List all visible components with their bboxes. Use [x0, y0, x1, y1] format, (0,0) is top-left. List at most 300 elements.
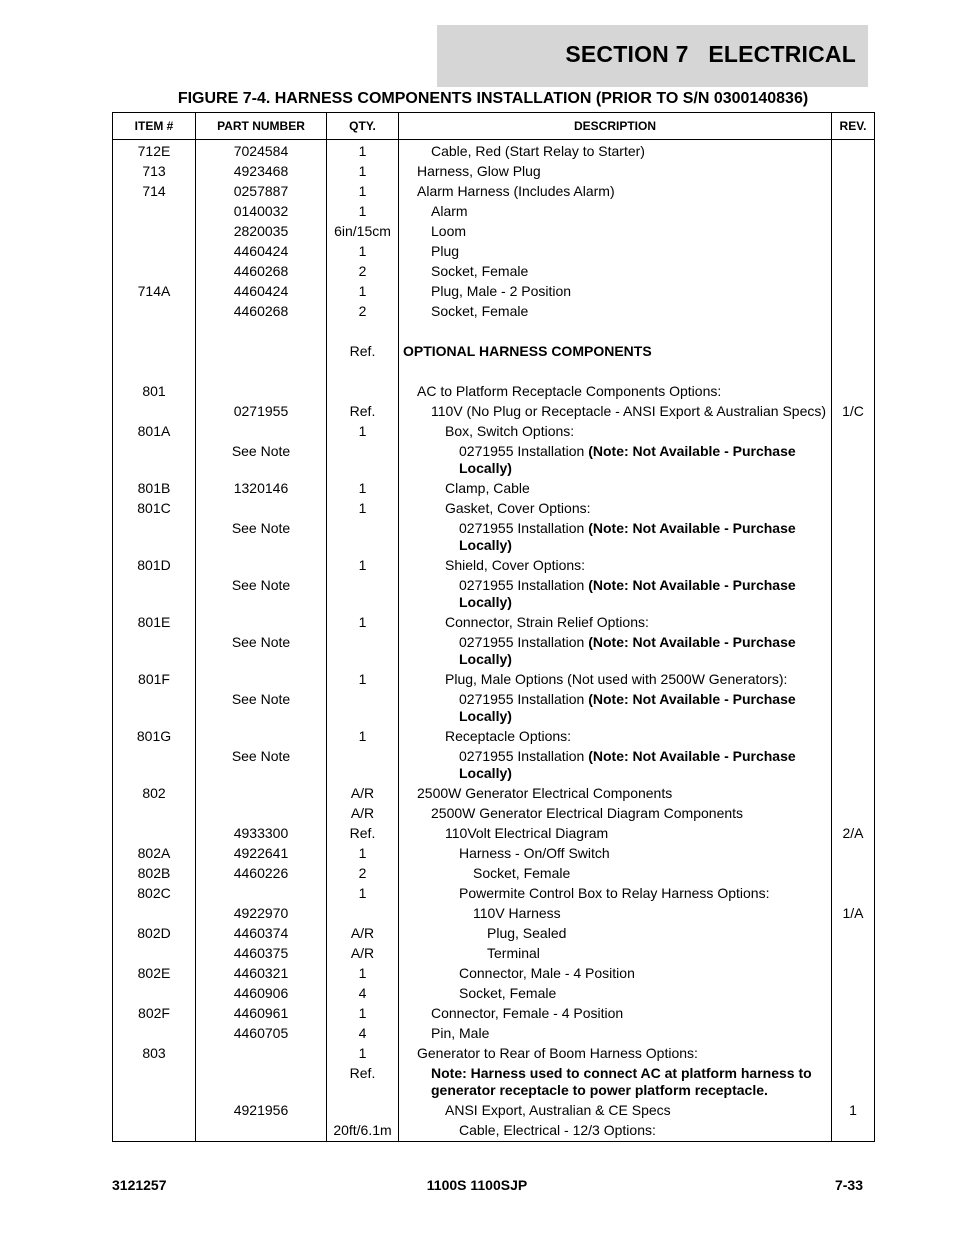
description-cell: [399, 140, 832, 162]
part-number-cell: See Note: [196, 576, 327, 613]
description-text: Alarm: [431, 203, 468, 219]
description-cell: [399, 824, 832, 844]
description-cell: [399, 1064, 832, 1101]
revision-cell: 1: [832, 1101, 875, 1121]
description-cell: [399, 222, 832, 242]
table-row: [113, 262, 875, 282]
item-number-cell: 714: [113, 182, 196, 202]
item-number-cell: [113, 804, 196, 824]
description-text: Generator to Rear of Boom Harness Options:: [417, 1045, 698, 1061]
revision-cell: [832, 984, 875, 1004]
blank-cell: [399, 362, 832, 382]
part-number-cell: [196, 670, 327, 690]
quantity-cell: [327, 690, 399, 727]
description-text: Box, Switch Options:: [445, 423, 575, 439]
item-number-cell: 801B: [113, 479, 196, 499]
part-number-cell: See Note: [196, 690, 327, 727]
blank-cell: [832, 322, 875, 342]
item-number-cell: [113, 824, 196, 844]
quantity-cell: [327, 904, 399, 924]
part-number-cell: [196, 342, 327, 362]
description-text: 0271955 Installation: [459, 748, 589, 764]
table-row: [113, 182, 875, 202]
part-number-cell: 4460375: [196, 944, 327, 964]
table-row: [113, 747, 875, 784]
part-number-cell: [196, 499, 327, 519]
section-title: SECTION 7 ELECTRICAL: [565, 41, 856, 67]
item-number-cell: 802D: [113, 924, 196, 944]
quantity-cell: 1: [327, 499, 399, 519]
description-cell: [399, 864, 832, 884]
quantity-cell: [327, 382, 399, 402]
quantity-cell: A/R: [327, 944, 399, 964]
quantity-cell: [327, 633, 399, 670]
part-number-cell: See Note: [196, 633, 327, 670]
quantity-cell: [327, 747, 399, 784]
item-number-cell: 802: [113, 784, 196, 804]
description-note: (Note: Not Available - Purchase Locally): [459, 691, 796, 724]
part-number-cell: 0257887: [196, 182, 327, 202]
footer-model: 1100S 1100SJP: [426, 1177, 528, 1193]
quantity-cell: 1: [327, 1044, 399, 1064]
revision-cell: [832, 1004, 875, 1024]
part-number-cell: 4460268: [196, 262, 327, 282]
part-number-cell: 0271955: [196, 402, 327, 422]
revision-cell: [832, 222, 875, 242]
part-number-cell: See Note: [196, 519, 327, 556]
description-cell: [399, 613, 832, 633]
quantity-cell: 2: [327, 302, 399, 322]
blank-row: [113, 362, 875, 382]
table-row: [113, 884, 875, 904]
description-note: OPTIONAL HARNESS COMPONENTS: [403, 343, 652, 359]
quantity-cell: A/R: [327, 784, 399, 804]
item-number-cell: 802C: [113, 884, 196, 904]
description-text: Shield, Cover Options:: [445, 557, 586, 573]
quantity-cell: 1: [327, 202, 399, 222]
revision-cell: [832, 690, 875, 727]
item-number-cell: 802B: [113, 864, 196, 884]
description-cell: [399, 182, 832, 202]
revision-cell: [832, 784, 875, 804]
item-number-cell: 801D: [113, 556, 196, 576]
table-row: [113, 242, 875, 262]
description-text: 2500W Generator Electrical Diagram Components: [431, 805, 744, 821]
description-cell: [399, 844, 832, 864]
item-number-cell: 801G: [113, 727, 196, 747]
revision-cell: 2/A: [832, 824, 875, 844]
description-cell: [399, 442, 832, 479]
revision-cell: 1/C: [832, 402, 875, 422]
quantity-cell: 1: [327, 422, 399, 442]
description-text: 0271955 Installation: [459, 520, 589, 536]
revision-cell: [832, 182, 875, 202]
part-number-cell: 4460705: [196, 1024, 327, 1044]
part-number-cell: 4460961: [196, 1004, 327, 1024]
revision-cell: [832, 884, 875, 904]
revision-cell: [832, 499, 875, 519]
revision-cell: [832, 479, 875, 499]
item-number-cell: [113, 576, 196, 613]
part-number-cell: 4460374: [196, 924, 327, 944]
description-cell: [399, 402, 832, 422]
description-text: Socket, Female: [431, 263, 529, 279]
item-number-cell: 802E: [113, 964, 196, 984]
description-text: Connector, Male - 4 Position: [459, 965, 635, 981]
quantity-cell: 1: [327, 727, 399, 747]
part-number-cell: [196, 556, 327, 576]
quantity-cell: 1: [327, 1004, 399, 1024]
description-text: Harness - On/Off Switch: [459, 845, 610, 861]
description-text: Socket, Female: [473, 865, 571, 881]
table-row: [113, 784, 875, 804]
revision-cell: [832, 1064, 875, 1101]
item-number-cell: 802A: [113, 844, 196, 864]
footer-doc-number: 3121257: [112, 1177, 167, 1193]
description-cell: [399, 576, 832, 613]
quantity-cell: 1: [327, 964, 399, 984]
part-number-cell: [196, 784, 327, 804]
blank-row: [113, 322, 875, 342]
item-number-cell: 802F: [113, 1004, 196, 1024]
revision-cell: [832, 162, 875, 182]
table-row: [113, 1024, 875, 1044]
section-header: [437, 25, 868, 87]
table-row: [113, 924, 875, 944]
table-row: [113, 1044, 875, 1064]
quantity-cell: 6in/15cm: [327, 222, 399, 242]
description-cell: [399, 242, 832, 262]
item-number-cell: 801F: [113, 670, 196, 690]
table-row: [113, 576, 875, 613]
revision-cell: 1/A: [832, 904, 875, 924]
quantity-cell: 1: [327, 479, 399, 499]
description-cell: [399, 804, 832, 824]
part-number-cell: [196, 422, 327, 442]
table-row: [113, 1121, 875, 1142]
revision-cell: [832, 747, 875, 784]
description-cell: [399, 422, 832, 442]
table-row: [113, 556, 875, 576]
part-number-cell: 0140032: [196, 202, 327, 222]
description-text: Gasket, Cover Options:: [445, 500, 591, 516]
blank-cell: [327, 362, 399, 382]
description-cell: [399, 904, 832, 924]
table-row: [113, 479, 875, 499]
description-text: Plug, Male - 2 Position: [431, 283, 572, 299]
quantity-cell: 20ft/6.1m: [327, 1121, 399, 1142]
description-text: Loom: [431, 223, 467, 239]
revision-cell: [832, 282, 875, 302]
revision-cell: [832, 576, 875, 613]
item-number-cell: [113, 944, 196, 964]
revision-cell: [832, 804, 875, 824]
table-row: [113, 844, 875, 864]
item-number-cell: [113, 342, 196, 362]
item-number-cell: [113, 747, 196, 784]
table-row: [113, 442, 875, 479]
revision-cell: [832, 442, 875, 479]
quantity-cell: 1: [327, 282, 399, 302]
description-cell: [399, 884, 832, 904]
revision-cell: [832, 944, 875, 964]
description-text: 0271955 Installation: [459, 634, 589, 650]
blank-cell: [832, 362, 875, 382]
col-header-description: DESCRIPTION: [399, 113, 832, 140]
part-number-cell: 7024584: [196, 140, 327, 162]
description-cell: [399, 479, 832, 499]
description-cell: [399, 282, 832, 302]
quantity-cell: 1: [327, 242, 399, 262]
description-cell: [399, 633, 832, 670]
part-number-cell: 1320146: [196, 479, 327, 499]
item-number-cell: [113, 633, 196, 670]
description-cell: [399, 302, 832, 322]
description-text: Terminal: [487, 945, 540, 961]
revision-cell: [832, 1024, 875, 1044]
description-text: Socket, Female: [431, 303, 529, 319]
table-row: [113, 613, 875, 633]
revision-cell: [832, 1044, 875, 1064]
quantity-cell: Ref.: [327, 824, 399, 844]
description-note: (Note: Not Available - Purchase Locally): [459, 520, 796, 553]
description-cell: [399, 262, 832, 282]
table-row: [113, 964, 875, 984]
table-row: [113, 202, 875, 222]
description-text: Connector, Female - 4 Position: [431, 1005, 624, 1021]
col-header-part-number: PART NUMBER: [196, 113, 327, 140]
quantity-cell: [327, 442, 399, 479]
description-cell: [399, 964, 832, 984]
revision-cell: [832, 302, 875, 322]
blank-cell: [113, 362, 196, 382]
description-cell: [399, 1024, 832, 1044]
quantity-cell: 1: [327, 670, 399, 690]
description-cell: [399, 556, 832, 576]
description-note: (Note: Not Available - Purchase Locally): [459, 748, 796, 781]
table-row: [113, 904, 875, 924]
description-note: (Note: Not Available - Purchase Locally): [459, 634, 796, 667]
table-row: [113, 140, 875, 162]
description-text: 0271955 Installation: [459, 443, 589, 459]
description-text: 110V Harness: [473, 905, 561, 921]
part-number-cell: 4460424: [196, 242, 327, 262]
revision-cell: [832, 670, 875, 690]
table-row: [113, 302, 875, 322]
part-number-cell: See Note: [196, 747, 327, 784]
revision-cell: [832, 1121, 875, 1142]
revision-cell: [832, 422, 875, 442]
blank-cell: [399, 322, 832, 342]
revision-cell: [832, 556, 875, 576]
table-row: [113, 804, 875, 824]
description-text: Receptacle Options:: [445, 728, 572, 744]
table-row: [113, 422, 875, 442]
item-number-cell: 801A: [113, 422, 196, 442]
item-number-cell: [113, 1024, 196, 1044]
table-row: [113, 222, 875, 242]
item-number-cell: 713: [113, 162, 196, 182]
description-text: 2500W Generator Electrical Components: [417, 785, 673, 801]
description-cell: [399, 944, 832, 964]
revision-cell: [832, 519, 875, 556]
quantity-cell: 4: [327, 984, 399, 1004]
quantity-cell: 1: [327, 884, 399, 904]
part-number-cell: See Note: [196, 442, 327, 479]
description-cell: [399, 342, 832, 362]
part-number-cell: [196, 1121, 327, 1142]
parts-table: [112, 112, 875, 1142]
item-number-cell: [113, 904, 196, 924]
table-row: [113, 633, 875, 670]
quantity-cell: 1: [327, 140, 399, 162]
part-number-cell: 4460424: [196, 282, 327, 302]
description-text: Cable, Electrical - 12/3 Options:: [459, 1122, 656, 1138]
table-row: [113, 984, 875, 1004]
revision-cell: [832, 924, 875, 944]
item-number-cell: [113, 442, 196, 479]
revision-cell: [832, 242, 875, 262]
item-number-cell: [113, 222, 196, 242]
table-row: [113, 402, 875, 422]
revision-cell: [832, 964, 875, 984]
description-cell: [399, 670, 832, 690]
description-cell: [399, 747, 832, 784]
quantity-cell: 1: [327, 162, 399, 182]
quantity-cell: 1: [327, 613, 399, 633]
revision-cell: [832, 633, 875, 670]
table-row: [113, 282, 875, 302]
part-number-cell: 4922970: [196, 904, 327, 924]
quantity-cell: 2: [327, 262, 399, 282]
item-number-cell: [113, 302, 196, 322]
table-row: [113, 670, 875, 690]
quantity-cell: [327, 1101, 399, 1121]
item-number-cell: [113, 984, 196, 1004]
description-note: Note: Harness used to connect AC at platform harness to generator receptacle to power platform receptacle.: [431, 1065, 812, 1098]
description-cell: [399, 162, 832, 182]
revision-cell: [832, 140, 875, 162]
part-number-cell: 4933300: [196, 824, 327, 844]
description-text: Socket, Female: [459, 985, 557, 1001]
item-number-cell: 803: [113, 1044, 196, 1064]
blank-cell: [196, 362, 327, 382]
part-number-cell: 4923468: [196, 162, 327, 182]
revision-cell: [832, 342, 875, 362]
description-text: Clamp, Cable: [445, 480, 530, 496]
quantity-cell: A/R: [327, 924, 399, 944]
item-number-cell: 712E: [113, 140, 196, 162]
description-note: (Note: Not Available - Purchase Locally): [459, 443, 796, 476]
quantity-cell: A/R: [327, 804, 399, 824]
quantity-cell: [327, 519, 399, 556]
revision-cell: [832, 864, 875, 884]
item-number-cell: [113, 519, 196, 556]
item-number-cell: [113, 1121, 196, 1142]
revision-cell: [832, 382, 875, 402]
table-row: [113, 519, 875, 556]
item-number-cell: 801E: [113, 613, 196, 633]
table-row: [113, 342, 875, 362]
description-text: Connector, Strain Relief Options:: [445, 614, 649, 630]
table-row: [113, 499, 875, 519]
part-number-cell: [196, 1064, 327, 1101]
description-cell: [399, 382, 832, 402]
figure-title: FIGURE 7-4. HARNESS COMPONENTS INSTALLATION (PRIOR TO S/N 0300140836): [177, 90, 809, 107]
revision-cell: [832, 202, 875, 222]
description-text: 110V (No Plug or Receptacle - ANSI Export & Australian Specs): [431, 403, 827, 419]
part-number-cell: 4922641: [196, 844, 327, 864]
description-text: Pin, Male: [431, 1025, 490, 1041]
revision-cell: [832, 613, 875, 633]
item-number-cell: [113, 242, 196, 262]
table-row: [113, 690, 875, 727]
description-cell: [399, 1004, 832, 1024]
part-number-cell: [196, 382, 327, 402]
quantity-cell: 1: [327, 844, 399, 864]
quantity-cell: 1: [327, 556, 399, 576]
quantity-cell: [327, 576, 399, 613]
part-number-cell: 2820035: [196, 222, 327, 242]
quantity-cell: 1: [327, 182, 399, 202]
description-cell: [399, 690, 832, 727]
part-number-cell: 4460906: [196, 984, 327, 1004]
table-row: [113, 864, 875, 884]
part-number-cell: 4460268: [196, 302, 327, 322]
footer-page-number: 7-33: [834, 1177, 863, 1193]
part-number-cell: [196, 727, 327, 747]
item-number-cell: [113, 690, 196, 727]
description-note: (Note: Not Available - Purchase Locally): [459, 577, 796, 610]
table-row: [113, 944, 875, 964]
description-text: Plug: [431, 243, 460, 259]
part-number-cell: [196, 613, 327, 633]
part-number-cell: 4460226: [196, 864, 327, 884]
item-number-cell: [113, 1064, 196, 1101]
description-text: AC to Platform Receptacle Components Options:: [417, 383, 722, 399]
table-row: [113, 727, 875, 747]
part-number-cell: [196, 884, 327, 904]
revision-cell: [832, 262, 875, 282]
part-number-cell: [196, 1044, 327, 1064]
quantity-cell: Ref.: [327, 402, 399, 422]
description-text: Cable, Red (Start Relay to Starter): [431, 143, 645, 159]
description-text: Plug, Sealed: [487, 925, 567, 941]
item-number-cell: [113, 202, 196, 222]
blank-cell: [113, 322, 196, 342]
item-number-cell: [113, 262, 196, 282]
description-cell: [399, 519, 832, 556]
description-text: 110Volt Electrical Diagram: [445, 825, 609, 841]
table-row: [113, 1004, 875, 1024]
blank-cell: [196, 322, 327, 342]
description-cell: [399, 202, 832, 222]
table-row: [113, 1101, 875, 1121]
quantity-cell: Ref.: [327, 342, 399, 362]
item-number-cell: [113, 1101, 196, 1121]
description-text: 0271955 Installation: [459, 691, 589, 707]
table-row: [113, 162, 875, 182]
description-cell: [399, 727, 832, 747]
description-cell: [399, 784, 832, 804]
description-cell: [399, 924, 832, 944]
table-row: [113, 382, 875, 402]
description-cell: [399, 1101, 832, 1121]
revision-cell: [832, 727, 875, 747]
description-text: Alarm Harness (Includes Alarm): [417, 183, 615, 199]
description-cell: [399, 499, 832, 519]
description-text: Harness, Glow Plug: [417, 163, 541, 179]
